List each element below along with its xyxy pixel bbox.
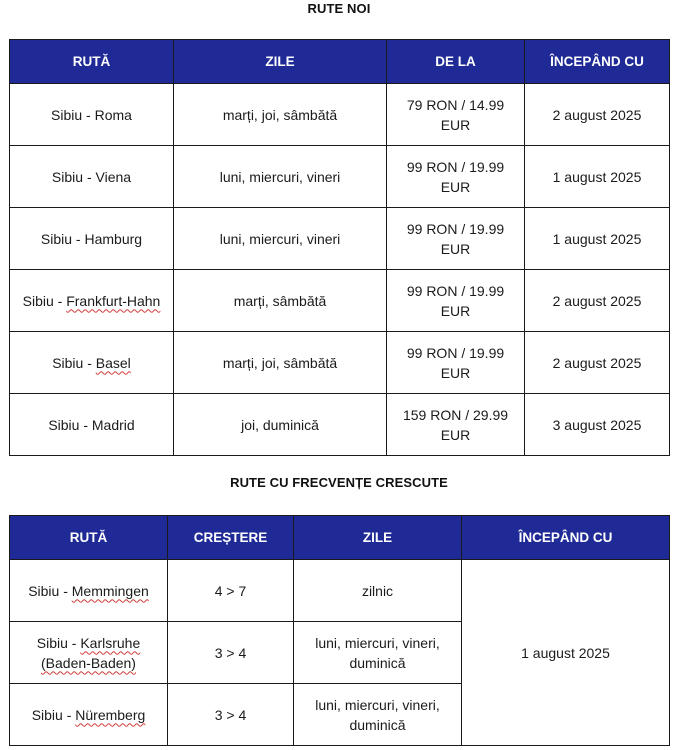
days-cell: luni, miercuri, vineri xyxy=(174,208,387,270)
growth-cell: 4 > 7 xyxy=(168,560,294,622)
price-cell: 159 RON / 29.99 EUR xyxy=(387,394,525,456)
header-route: RUTĂ xyxy=(10,40,174,84)
route-name: Basel xyxy=(95,354,131,371)
route-name: Roma xyxy=(94,106,132,123)
route-name: Nüremberg xyxy=(75,706,146,723)
header-from-price: DE LA xyxy=(387,40,525,84)
header-route: RUTĂ xyxy=(10,516,168,560)
table-header-row xyxy=(10,516,670,560)
route-name: Memmingen xyxy=(71,582,149,599)
start-cell: 3 august 2025 xyxy=(525,394,670,456)
route-name: Viena xyxy=(95,168,132,185)
price-cell: 99 RON / 19.99 EUR xyxy=(387,332,525,394)
route-name: Frankfurt-Hahn xyxy=(66,292,161,309)
days-cell: joi, duminică xyxy=(174,394,387,456)
header-days: ZILE xyxy=(174,40,387,84)
route-cell: Sibiu - Roma xyxy=(10,84,174,146)
route-name: Hamburg xyxy=(84,230,143,247)
growth-cell: 3 > 4 xyxy=(168,622,294,684)
start-cell: 1 august 2025 xyxy=(462,560,670,746)
table-row xyxy=(10,394,670,456)
route-cell: Sibiu - Frankfurt-Hahn xyxy=(10,270,174,332)
route-cell: Sibiu - Basel xyxy=(10,332,174,394)
table-row xyxy=(10,84,670,146)
section-title-increased-frequency: RUTE CU FRECVENȚE CRESCUTE xyxy=(230,475,448,490)
header-start-date: ÎNCEPÂND CU xyxy=(462,516,670,560)
route-cell: Sibiu - Memmingen xyxy=(10,560,168,622)
header-growth: CREȘTERE xyxy=(168,516,294,560)
days-cell: luni, miercuri, vineri, duminică xyxy=(294,622,462,684)
days-cell: marți, joi, sâmbătă xyxy=(174,84,387,146)
price-cell: 99 RON / 19.99 EUR xyxy=(387,270,525,332)
route-cell: Sibiu - Karlsruhe (Baden-Baden) xyxy=(10,622,168,684)
route-cell: Sibiu - Viena xyxy=(10,146,174,208)
table-row xyxy=(10,146,670,208)
price-cell: 99 RON / 19.99 EUR xyxy=(387,208,525,270)
new-routes-table xyxy=(9,39,670,456)
start-cell: 1 august 2025 xyxy=(525,146,670,208)
days-cell: luni, miercuri, vineri, duminică xyxy=(294,684,462,746)
table-row xyxy=(10,560,670,622)
table-header-row xyxy=(10,40,670,84)
price-cell: 99 RON / 19.99 EUR xyxy=(387,146,525,208)
increased-frequency-table xyxy=(9,515,670,746)
route-name: Madrid xyxy=(91,416,135,433)
route-cell: Sibiu - Nüremberg xyxy=(10,684,168,746)
start-cell: 2 august 2025 xyxy=(525,332,670,394)
days-cell: marți, sâmbătă xyxy=(174,270,387,332)
start-cell: 2 august 2025 xyxy=(525,84,670,146)
table-row xyxy=(10,208,670,270)
price-cell: 79 RON / 14.99 EUR xyxy=(387,84,525,146)
start-cell: 2 august 2025 xyxy=(525,270,670,332)
header-days: ZILE xyxy=(294,516,462,560)
section-title-new-routes: RUTE NOI xyxy=(307,1,371,16)
days-cell: marți, joi, sâmbătă xyxy=(174,332,387,394)
table-row xyxy=(10,270,670,332)
route-cell: Sibiu - Madrid xyxy=(10,394,174,456)
days-cell: zilnic xyxy=(294,560,462,622)
route-name: Karlsruhe (Baden-Baden) xyxy=(41,634,141,671)
days-cell: luni, miercuri, vineri xyxy=(174,146,387,208)
table-row xyxy=(10,332,670,394)
header-start-date: ÎNCEPÂND CU xyxy=(525,40,670,84)
route-cell: Sibiu - Hamburg xyxy=(10,208,174,270)
start-cell: 1 august 2025 xyxy=(525,208,670,270)
growth-cell: 3 > 4 xyxy=(168,684,294,746)
